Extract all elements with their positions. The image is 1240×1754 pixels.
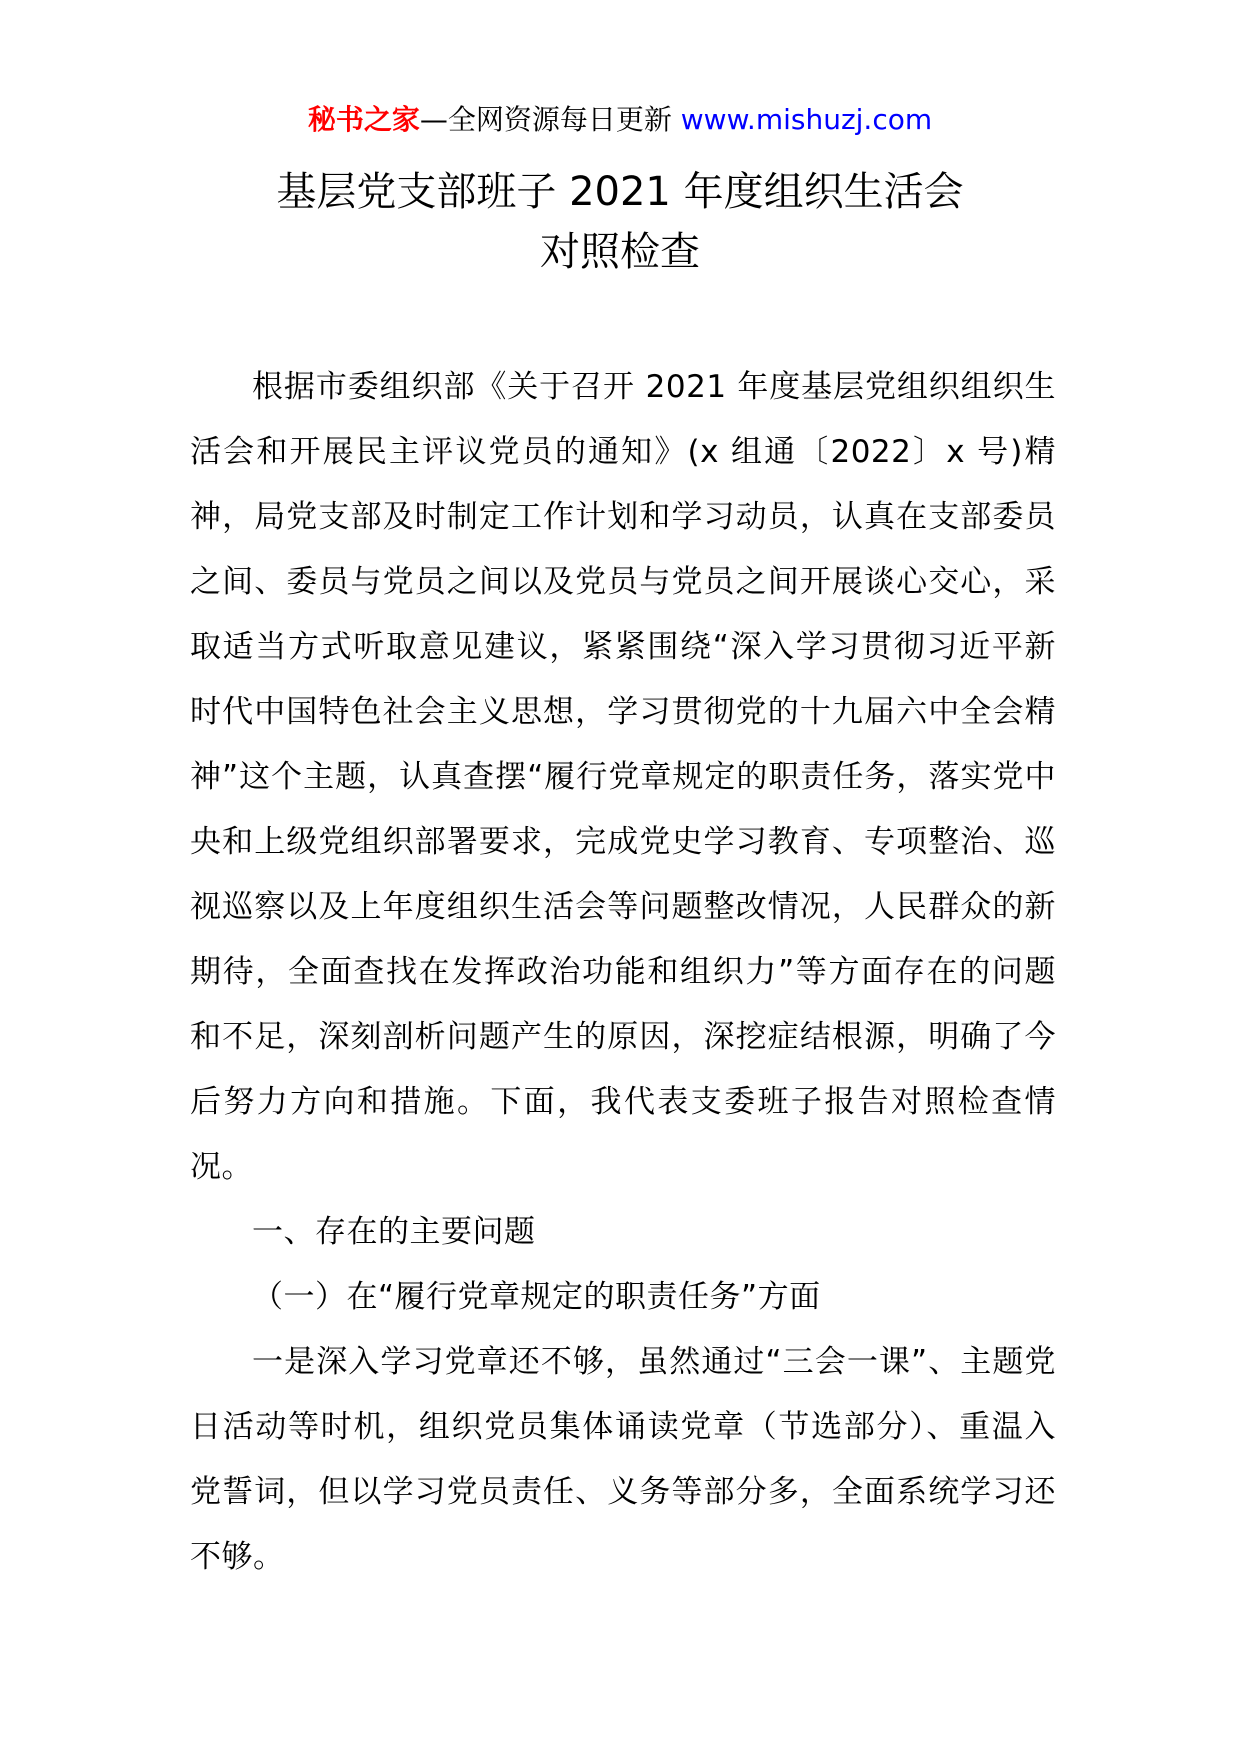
section-heading-1: 一、存在的主要问题 xyxy=(252,1214,536,1250)
site-name: 秘书之家 xyxy=(307,103,420,136)
site-url-link[interactable]: www.mishuzj.com xyxy=(680,103,933,136)
intro-paragraph: 根据市委组织部《关于召开 2021 年度基层党组织组织生活会和开展民主评议党员的通知》(x 组通〔2022〕x 号)精神，局党支部及时制定工作计划和学习动员，认真在支部委员之间、委员与党员之间以及党员与党员之间开展谈心交心，采取适当方式听取意见建议，紧紧围绕“深入学习贯彻习近平新时代中国特色社会主义思想，学习贯彻党的十九届六中全会精神”这个主题，认真查摆“履行党章规定的职责任务，落实党中央和上级党组织部署要求，完成党史学习教育、专项整治、巡视巡察以及上年度组织生活会等问题整改情况，人民群众的新期待，全面查找在发挥政治功能和组织力”等方面存在的问题和不足，深刻剖析问题产生的原因，深挖症结根源，明确了今后努力方向和措施。下面，我代表支委班子报告对照检查情况。 xyxy=(190,369,1056,1185)
title-line-1: 基层党支部班子 2021 年度组织生活会 xyxy=(276,169,964,215)
document-title xyxy=(0,162,1240,282)
title-line-2: 对照检查 xyxy=(540,229,700,275)
point-paragraph-1: 一是深入学习党章还不够，虽然通过“三会一课”、主题党日活动等时机，组织党员集体诵读党章（节选部分）、重温入党誓词，但以学习党员责任、义务等部分多，全面系统学习还不够。 xyxy=(190,1344,1056,1575)
document-body xyxy=(190,355,1056,1590)
site-header xyxy=(0,100,1240,140)
site-slogan: —全网资源每日更新 xyxy=(419,103,681,136)
subsection-heading-1: （一）在“履行党章规定的职责任务”方面 xyxy=(252,1279,821,1315)
